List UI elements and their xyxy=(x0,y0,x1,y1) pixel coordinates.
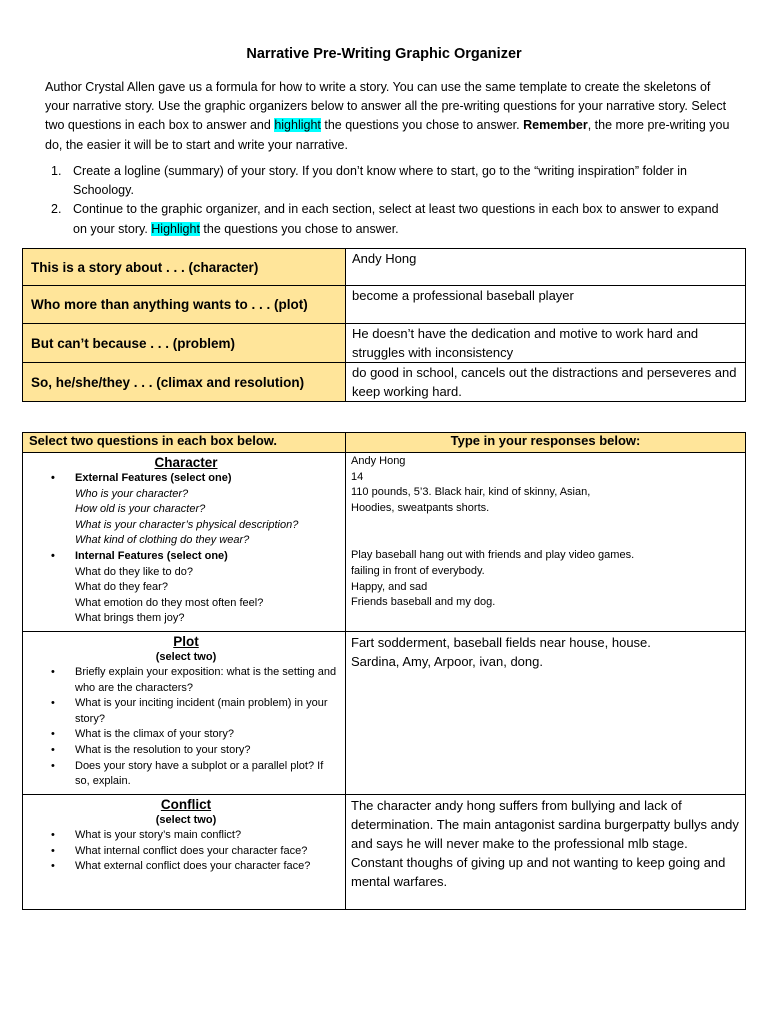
step-text-pre: Continue to the graphic organizer, and in each section, select at least two questions in each box to answer to expand on your story. xyxy=(73,202,719,236)
character-title: Character xyxy=(154,455,218,470)
response-line: Happy, and sad xyxy=(351,580,428,593)
plot-row xyxy=(23,631,746,794)
question-item: What kind of clothing do they wear? xyxy=(75,534,250,547)
intro-text-1: Author Crystal Allen gave us a formula for how to write a story. You can use the same template to create the skeletons of your narrative story. Use the graphic organizers below to answer all the pre-writing questions for your narrative story. Select two questions in each box to answer and xyxy=(45,80,727,133)
intro-text-2: the questions you chose to answer. xyxy=(320,118,524,133)
logline-label: This is a story about . . . (character) xyxy=(23,249,346,286)
conflict-title: Conflict xyxy=(160,796,212,812)
question-item: What is your character’s physical description? xyxy=(75,518,299,531)
logline-row xyxy=(23,286,746,324)
question-item: What do they fear? xyxy=(75,581,168,594)
conflict-row xyxy=(23,794,746,909)
question-item: • What is your story’s main conflict? xyxy=(33,828,339,844)
page-title: Narrative Pre-Writing Graphic Organizer xyxy=(246,46,522,62)
internal-features-heading: • Internal Features (select one) xyxy=(33,549,339,565)
question-item: • What external conflict does your character face? xyxy=(33,859,339,875)
logline-label: But can’t because . . . (problem) xyxy=(23,324,346,363)
logline-label: Who more than anything wants to . . . (plot) xyxy=(23,286,346,324)
logline-row xyxy=(23,324,746,363)
conflict-subtitle: (select two) xyxy=(155,813,217,826)
response-line: 110 pounds, 5’3. Black hair, kind of skinny, Asian, xyxy=(351,486,591,499)
question-item: • What is the resolution to your story? xyxy=(33,743,339,759)
step-1 xyxy=(45,162,735,200)
response-line: Sardina, Amy, Arpoor, ivan, dong. xyxy=(351,653,543,669)
organizer-header-left: Select two questions in each box below. xyxy=(23,433,346,453)
response-spacer xyxy=(351,516,740,532)
question-item: • Does your story have a subplot or a parallel plot? If so, explain. xyxy=(33,759,339,790)
response-line: failing in front of everybody. xyxy=(351,564,485,577)
logline-response[interactable]: Andy Hong xyxy=(346,249,746,286)
question-item: What emotion do they most often feel? xyxy=(75,596,264,609)
logline-response[interactable]: become a professional baseball player xyxy=(346,286,746,324)
response-line: Friends baseball and my dog. xyxy=(351,596,496,609)
response-line: Constant thoughs of giving up and not wanting to keep going and mental warfares. xyxy=(351,854,726,889)
character-questions xyxy=(23,453,346,632)
logline-response[interactable]: do good in school, cancels out the distractions and perseveres and keep working hard. xyxy=(346,363,746,402)
conflict-responses[interactable] xyxy=(346,794,746,909)
character-responses[interactable] xyxy=(346,453,746,632)
question-item: • What is the climax of your story? xyxy=(33,727,339,743)
conflict-question-list xyxy=(33,828,339,875)
response-line: Fart sodderment, baseball fields near house, house. xyxy=(351,634,651,650)
logline-row xyxy=(23,249,746,286)
step-number: 1. xyxy=(51,164,62,178)
step-number: 2. xyxy=(51,202,62,217)
response-line: Play baseball hang out with friends and play video games. xyxy=(351,549,635,562)
character-question-list xyxy=(33,549,339,565)
character-row xyxy=(23,453,746,632)
step-text-post: the questions you chose to answer. xyxy=(199,221,399,236)
response-line: Hoodies, sweatpants shorts. xyxy=(351,501,490,514)
plot-questions xyxy=(23,631,346,794)
organizer-header-row xyxy=(23,433,746,453)
step-2 xyxy=(45,200,735,238)
intro-remember: Remember xyxy=(523,118,588,133)
character-question-list xyxy=(33,471,339,487)
plot-question-list xyxy=(33,665,339,790)
question-item: How old is your character? xyxy=(75,503,206,516)
external-features-heading: • External Features (select one) xyxy=(33,471,339,487)
organizer-table xyxy=(22,432,746,910)
response-line: The character andy hong suffers from bullying and lack of determination. The main antagonist sardina burgerpatty bullys andy and says he will never make to the professional mlb stage. xyxy=(351,797,739,851)
logline-response[interactable]: He doesn’t have the dedication and motive to work hard and struggles with inconsistency xyxy=(346,324,746,363)
question-item: • What is your inciting incident (main problem) in your story? xyxy=(33,696,339,727)
plot-subtitle: (select two) xyxy=(155,650,217,663)
response-line: 14 xyxy=(351,470,364,483)
plot-responses[interactable] xyxy=(346,631,746,794)
logline-row xyxy=(23,363,746,402)
question-item: What brings them joy? xyxy=(75,612,185,625)
instruction-steps xyxy=(45,162,735,239)
response-line: Andy Hong xyxy=(351,455,406,467)
question-item: What do they like to do? xyxy=(75,565,194,578)
question-item: • Briefly explain your exposition: what is the setting and who are the characters? xyxy=(33,665,339,696)
conflict-questions xyxy=(23,794,346,909)
intro-text-3: , the more pre-writing you do, the easier it will be to start and write your narrative. xyxy=(45,118,730,152)
step-highlight: Highlight xyxy=(151,221,200,236)
response-spacer xyxy=(351,532,740,548)
step-text: Create a logline (summary) of your story. If you don’t know where to start, go to the “writing inspiration” folder in Schoology. xyxy=(73,164,687,198)
logline-label: So, he/she/they . . . (climax and resolution) xyxy=(23,363,346,402)
question-item: Who is your character? xyxy=(75,487,189,500)
question-item: • What internal conflict does your character face? xyxy=(33,844,339,860)
organizer-header-right: Type in your responses below: xyxy=(346,433,746,453)
intro-paragraph xyxy=(45,78,735,155)
plot-title: Plot xyxy=(173,633,199,649)
intro-highlight: highlight xyxy=(274,118,321,133)
logline-table xyxy=(22,248,746,402)
